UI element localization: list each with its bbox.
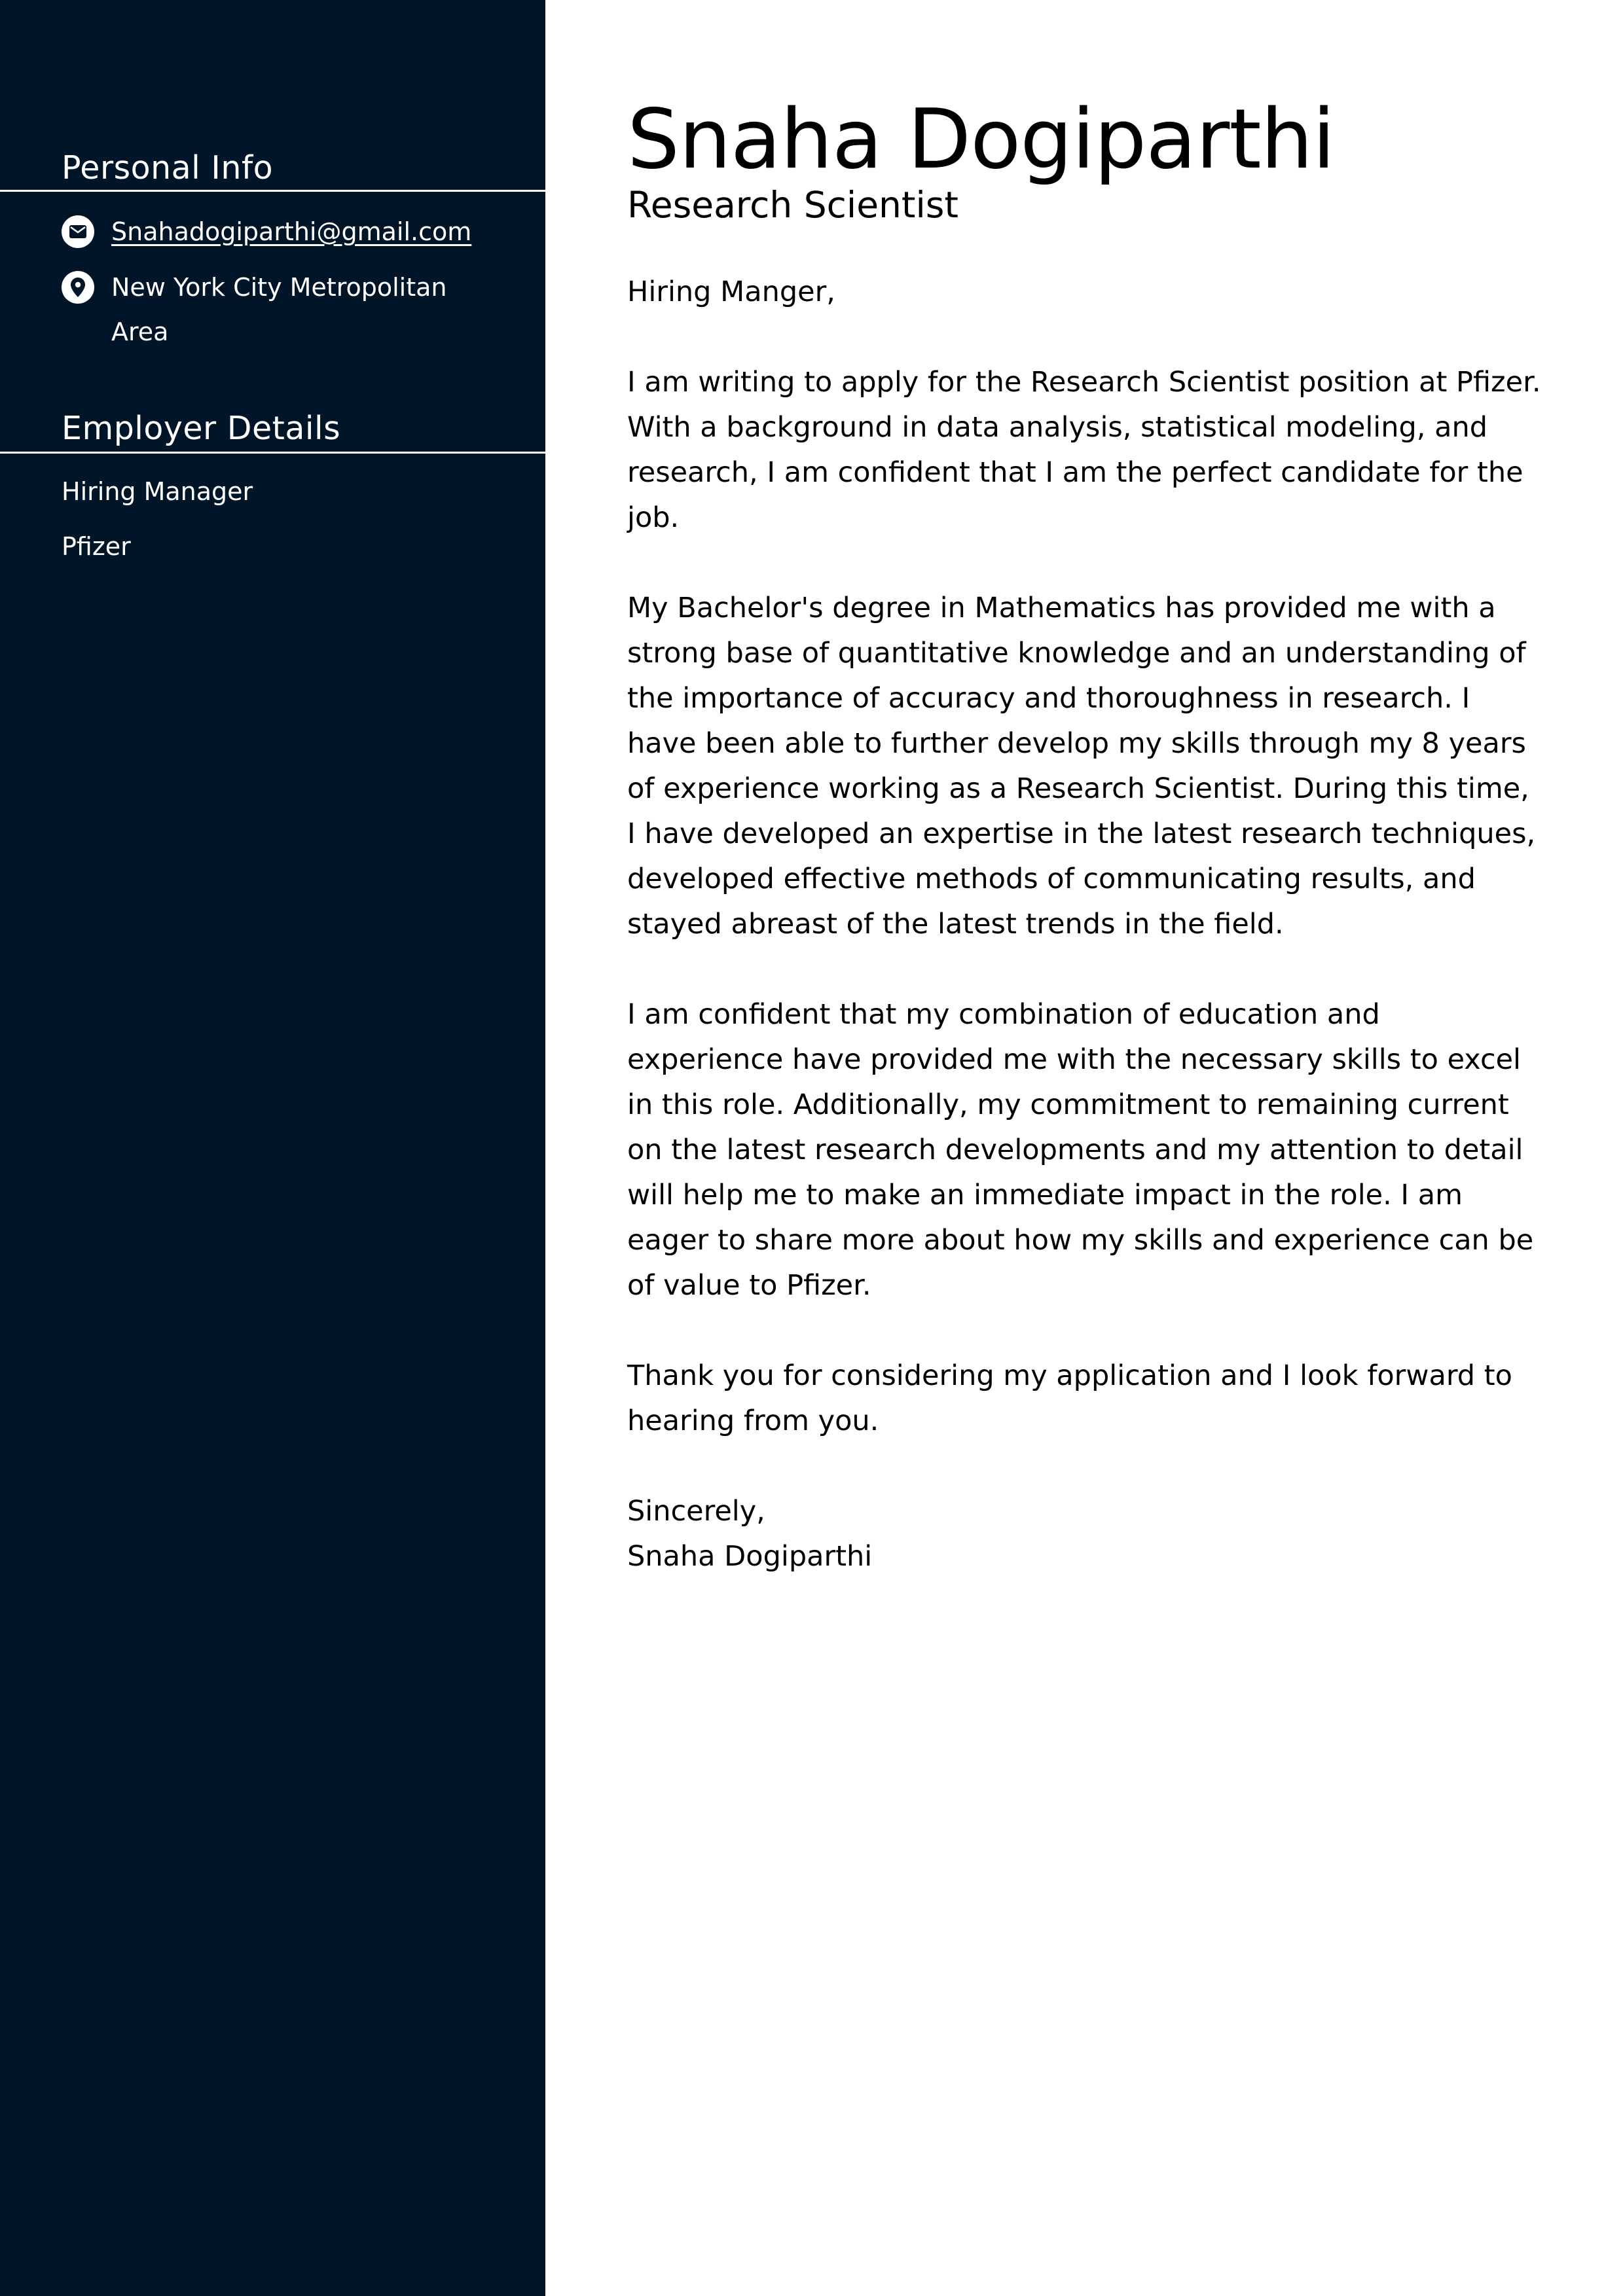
signature: Snaha Dogiparthi xyxy=(627,1540,873,1573)
email-row xyxy=(62,215,487,254)
employer-details-divider xyxy=(0,452,545,454)
letter-paragraph: I am writing to apply for the Research Scientist position at Pfizer. With a background in data analysis, statistical modeling, and research, I am confident that I am the perfect candidate for the job. xyxy=(627,366,1541,534)
personal-info-heading: Personal Info xyxy=(62,149,274,187)
applicant-name: Snaha Dogiparthi xyxy=(627,91,1335,187)
employer-company-name: Pfizer xyxy=(62,532,131,561)
letter-paragraph: Thank you for considering my application and I look forward to hearing from you. xyxy=(627,1359,1512,1437)
envelope-icon xyxy=(62,215,94,248)
letter-body xyxy=(627,270,1544,1579)
map-pin-icon xyxy=(62,271,94,304)
applicant-role: Research Scientist xyxy=(627,184,958,226)
location-text: New York City Metropolitan Area xyxy=(111,273,447,346)
location-row xyxy=(62,271,487,354)
employer-contact-name: Hiring Manager xyxy=(62,477,253,506)
letter-paragraph: My Bachelor's degree in Mathematics has provided me with a strong base of quantitative knowledge and an understanding of the importance of accuracy and thoroughness in research. I have been able to further develop my skills through my 8 years of experience working as a Research Scientist. During this time, I have developed an expertise in the latest research techniques, developed effective methods of communicating results, and stayed abreast of the latest trends in the field. xyxy=(627,592,1536,941)
employer-details-heading: Employer Details xyxy=(62,410,341,447)
email-link[interactable]: Snahadogiparthi@gmail.com xyxy=(111,217,472,246)
sidebar xyxy=(0,0,545,2296)
closing: Sincerely, xyxy=(627,1495,765,1528)
personal-info-divider xyxy=(0,190,545,192)
salutation: Hiring Manger, xyxy=(627,276,835,308)
letter-paragraph: I am confident that my combination of education and experience have provided me with the necessary skills to excel in this role. Additionally, my commitment to remaining current on the latest research developments and my attention to detail will help me to make an immediate impact in the role. I am eager to share more about how my skills and experience can be of value to Pfizer. xyxy=(627,998,1534,1302)
